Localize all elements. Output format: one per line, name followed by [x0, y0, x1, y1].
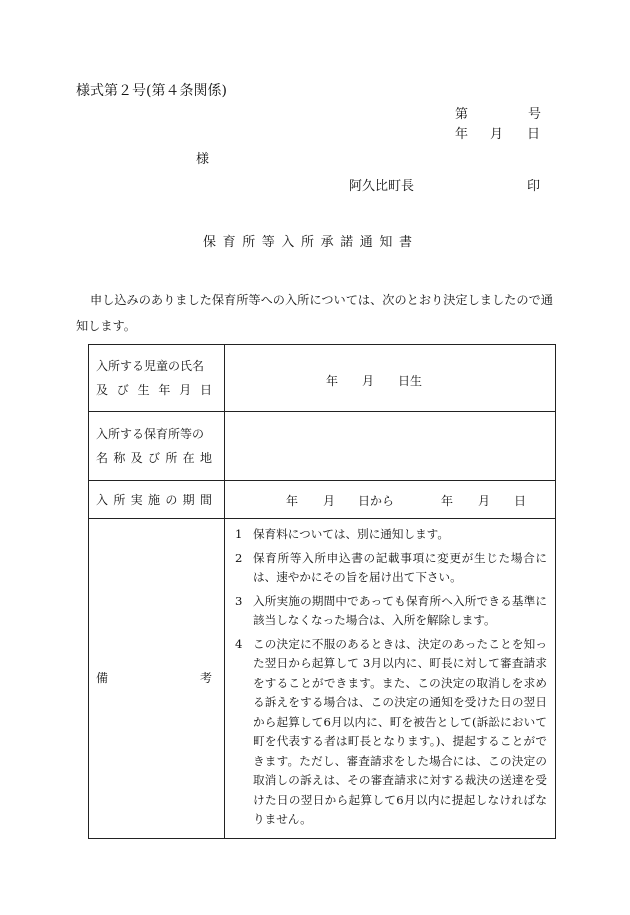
- label-line: [96, 488, 212, 512]
- details-table: [88, 344, 556, 839]
- label-line1: [96, 354, 212, 378]
- remarks-note: [235, 635, 547, 830]
- body-text-line2: 知します。: [76, 319, 136, 333]
- row-child-name-birthdate: [89, 345, 556, 412]
- birth-month: 月: [362, 374, 375, 388]
- label-line1: [96, 422, 212, 446]
- label-char: 生: [137, 383, 150, 397]
- from-day: 日から: [358, 494, 395, 508]
- birth-year: 年: [326, 374, 339, 388]
- label-char: 称: [113, 451, 126, 465]
- label-char: 期: [182, 492, 195, 507]
- note-text: 入所実施の期間中であっても保育所へ入所できる基準に該当しなくなった場合は、入所を解除します。: [253, 593, 547, 627]
- to-day: 日: [514, 494, 527, 508]
- note-text: 保育料については、別に通知します。: [253, 527, 449, 541]
- label-line2: [96, 378, 212, 402]
- note-text: この決定に不服のあるときは、決定のあったことを知った翌日から起算して 3月以内に、町長に対して審査請求をすることができます。また、この決定の取消しを求める訴えをする場合は、この決定の通知を受けた日の翌日から起算して6月以内に、町を被告として(訴訟において町を代表する者は町長となります。)、提起することができます。ただし、審査請求をした場合には、この決定の取消しの訴えは、その審査請求に対する裁決の送達を受けた日の翌日から起算して6月以内に提起しなければなりません。: [253, 636, 547, 826]
- label-char: 月: [179, 383, 192, 397]
- date-day: 日: [527, 127, 541, 142]
- issuer: 阿久比町長: [349, 179, 415, 194]
- label-char: 地: [199, 451, 212, 465]
- label-char: 所: [165, 451, 178, 465]
- note-number: 3: [235, 593, 243, 608]
- note-number: 4: [235, 636, 243, 651]
- label-char: 及: [96, 383, 109, 397]
- row-remarks: [89, 519, 556, 839]
- note-number: 2: [235, 550, 243, 565]
- label-char: 実: [130, 492, 143, 507]
- form-number: 様式第２号(第４条関係): [76, 83, 227, 99]
- label-child-name-birthdate: [89, 345, 225, 412]
- date-month: 月: [490, 127, 504, 142]
- label-char: 間: [199, 492, 212, 507]
- label-char: 年: [158, 383, 171, 397]
- label-char: 施: [147, 492, 160, 507]
- note-text: 保育所等入所申込書の記載事項に変更が生じた場合には、速やかにその旨を届け出て下さい。: [253, 550, 547, 584]
- birth-day: 日生: [398, 374, 423, 388]
- remarks-note: [235, 592, 547, 631]
- from-year: 年: [286, 494, 299, 508]
- label-char: 所: [113, 492, 126, 507]
- row-facility: [89, 412, 556, 481]
- label-text: 入所する児童の氏名: [96, 359, 205, 373]
- label-remarks: [89, 519, 225, 839]
- period-cell: [225, 481, 556, 519]
- child-birthdate-cell: [225, 345, 556, 412]
- label-char: 入: [96, 492, 109, 507]
- label-char: び: [147, 451, 160, 465]
- number-prefix: 第: [455, 107, 469, 122]
- remarks-notes: [225, 519, 556, 839]
- label-char: 及: [130, 451, 143, 465]
- number-suffix: 号: [528, 107, 542, 122]
- label-line: [96, 666, 212, 690]
- remarks-note: [235, 549, 547, 588]
- note-number: 1: [235, 527, 243, 541]
- label-text: 入所する保育所等の: [96, 427, 205, 441]
- label-char: 名: [96, 451, 109, 465]
- label-period: [89, 481, 225, 519]
- to-year: 年: [441, 494, 454, 508]
- label-line2: [96, 446, 212, 470]
- document-title: 保育所等入所承諾通知書: [203, 235, 419, 250]
- label-char: 日: [199, 383, 212, 397]
- remarks-label-left: 備: [96, 671, 109, 686]
- label-char: 在: [182, 451, 195, 465]
- remarks-label-right: 考: [199, 671, 212, 686]
- label-facility: [89, 412, 225, 481]
- facility-cell: [225, 412, 556, 481]
- addressee-suffix: 様: [196, 152, 210, 167]
- body-text-line1: 申し込みのありました保育所等への入所については、次のとおり決定しましたので通: [90, 293, 553, 307]
- label-char: の: [165, 492, 178, 507]
- to-month: 月: [478, 494, 491, 508]
- label-char: び: [116, 383, 129, 397]
- date-year: 年: [455, 127, 469, 142]
- from-month: 月: [323, 494, 336, 508]
- seal-mark: 印: [527, 179, 541, 194]
- remarks-note: [235, 525, 547, 545]
- row-period: [89, 481, 556, 519]
